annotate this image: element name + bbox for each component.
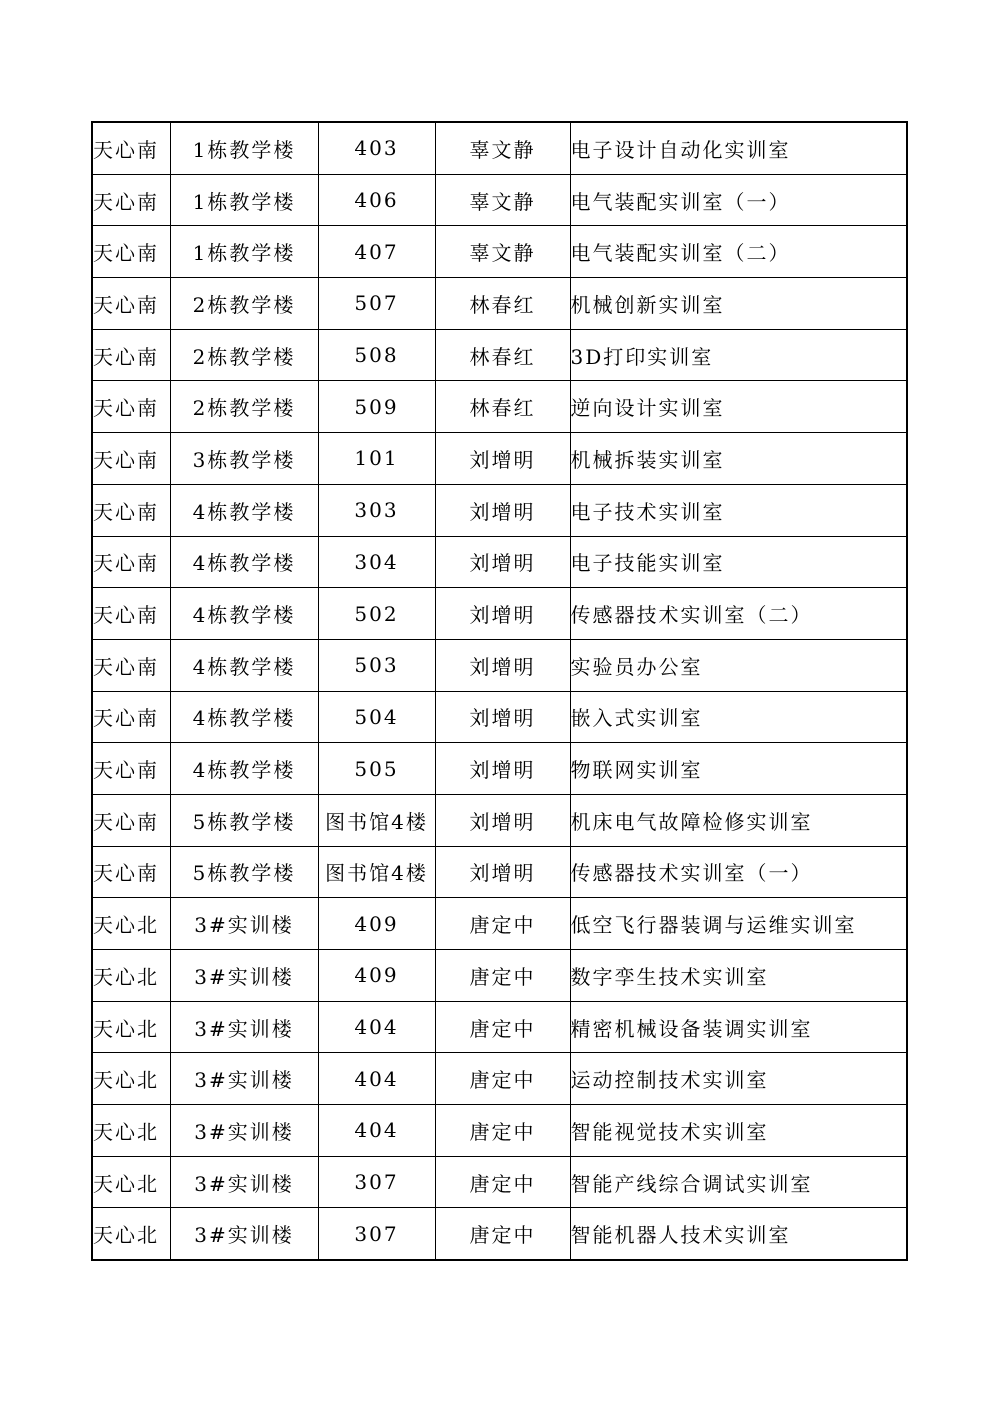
lab-name-cell: 物联网实训室 [570, 743, 907, 795]
person-cell: 刘增明 [435, 846, 570, 898]
campus-cell: 天心南 [92, 536, 170, 588]
person-cell: 刘增明 [435, 433, 570, 485]
table-row [92, 1105, 907, 1157]
campus-cell: 天心北 [92, 1156, 170, 1208]
table-row [92, 950, 907, 1002]
building-cell: 3#实训楼 [170, 1208, 318, 1260]
lab-name-cell: 运动控制技术实训室 [570, 1053, 907, 1105]
lab-name-cell: 嵌入式实训室 [570, 691, 907, 743]
lab-name-cell: 实验员办公室 [570, 639, 907, 691]
campus-cell: 天心北 [92, 898, 170, 950]
lab-name-cell: 电子技能实训室 [570, 536, 907, 588]
lab-name-cell: 电子技术实训室 [570, 484, 907, 536]
room-cell: 404 [318, 1105, 435, 1157]
building-cell: 1栋教学楼 [170, 174, 318, 226]
building-cell: 3#实训楼 [170, 1001, 318, 1053]
table-row [92, 278, 907, 330]
building-cell: 4栋教学楼 [170, 639, 318, 691]
table-row [92, 329, 907, 381]
lab-name-cell: 机床电气故障检修实训室 [570, 794, 907, 846]
table-row [92, 484, 907, 536]
campus-cell: 天心南 [92, 846, 170, 898]
campus-cell: 天心南 [92, 226, 170, 278]
room-cell: 505 [318, 743, 435, 795]
room-cell: 图书馆4楼 [318, 794, 435, 846]
table-row [92, 174, 907, 226]
room-cell: 图书馆4楼 [318, 846, 435, 898]
campus-cell: 天心南 [92, 433, 170, 485]
campus-cell: 天心南 [92, 122, 170, 174]
person-cell: 林春红 [435, 278, 570, 330]
building-cell: 3#实训楼 [170, 1156, 318, 1208]
building-cell: 2栋教学楼 [170, 381, 318, 433]
table-row [92, 1156, 907, 1208]
lab-name-cell: 逆向设计实训室 [570, 381, 907, 433]
lab-name-cell: 智能机器人技术实训室 [570, 1208, 907, 1260]
lab-name-cell: 电气装配实训室（二） [570, 226, 907, 278]
person-cell: 辜文静 [435, 122, 570, 174]
table-row [92, 226, 907, 278]
person-cell: 唐定中 [435, 898, 570, 950]
room-cell: 403 [318, 122, 435, 174]
lab-name-cell: 传感器技术实训室（一） [570, 846, 907, 898]
lab-name-cell: 智能视觉技术实训室 [570, 1105, 907, 1157]
room-cell: 502 [318, 588, 435, 640]
building-cell: 3#实训楼 [170, 1053, 318, 1105]
campus-cell: 天心南 [92, 639, 170, 691]
building-cell: 3#实训楼 [170, 950, 318, 1002]
person-cell: 刘增明 [435, 484, 570, 536]
building-cell: 5栋教学楼 [170, 846, 318, 898]
room-cell: 304 [318, 536, 435, 588]
person-cell: 辜文静 [435, 174, 570, 226]
lab-name-cell: 智能产线综合调试实训室 [570, 1156, 907, 1208]
room-cell: 507 [318, 278, 435, 330]
table-row [92, 433, 907, 485]
person-cell: 刘增明 [435, 691, 570, 743]
table-row [92, 381, 907, 433]
table-body [92, 122, 907, 1260]
person-cell: 刘增明 [435, 794, 570, 846]
table-row [92, 122, 907, 174]
lab-name-cell: 电子设计自动化实训室 [570, 122, 907, 174]
lab-name-cell: 传感器技术实训室（二） [570, 588, 907, 640]
building-cell: 2栋教学楼 [170, 278, 318, 330]
person-cell: 刘增明 [435, 639, 570, 691]
campus-cell: 天心北 [92, 1105, 170, 1157]
room-cell: 409 [318, 950, 435, 1002]
lab-room-table [91, 121, 908, 1261]
lab-name-cell: 机械拆装实训室 [570, 433, 907, 485]
campus-cell: 天心南 [92, 381, 170, 433]
building-cell: 4栋教学楼 [170, 691, 318, 743]
table-row [92, 794, 907, 846]
person-cell: 唐定中 [435, 1208, 570, 1260]
campus-cell: 天心北 [92, 950, 170, 1002]
building-cell: 1栋教学楼 [170, 226, 318, 278]
room-cell: 406 [318, 174, 435, 226]
building-cell: 4栋教学楼 [170, 484, 318, 536]
campus-cell: 天心南 [92, 484, 170, 536]
table-row [92, 1001, 907, 1053]
campus-cell: 天心南 [92, 174, 170, 226]
person-cell: 唐定中 [435, 1156, 570, 1208]
campus-cell: 天心北 [92, 1001, 170, 1053]
lab-name-cell: 精密机械设备装调实训室 [570, 1001, 907, 1053]
person-cell: 唐定中 [435, 1001, 570, 1053]
room-cell: 509 [318, 381, 435, 433]
table-row [92, 1208, 907, 1260]
person-cell: 林春红 [435, 381, 570, 433]
table-row [92, 743, 907, 795]
campus-cell: 天心南 [92, 588, 170, 640]
person-cell: 唐定中 [435, 1105, 570, 1157]
room-cell: 307 [318, 1156, 435, 1208]
lab-name-cell: 数字孪生技术实训室 [570, 950, 907, 1002]
building-cell: 5栋教学楼 [170, 794, 318, 846]
table-row [92, 846, 907, 898]
room-cell: 307 [318, 1208, 435, 1260]
table-row [92, 1053, 907, 1105]
building-cell: 3栋教学楼 [170, 433, 318, 485]
building-cell: 1栋教学楼 [170, 122, 318, 174]
building-cell: 3#实训楼 [170, 1105, 318, 1157]
campus-cell: 天心南 [92, 691, 170, 743]
room-cell: 407 [318, 226, 435, 278]
lab-name-cell: 机械创新实训室 [570, 278, 907, 330]
person-cell: 唐定中 [435, 950, 570, 1002]
room-cell: 101 [318, 433, 435, 485]
person-cell: 林春红 [435, 329, 570, 381]
room-cell: 508 [318, 329, 435, 381]
person-cell: 唐定中 [435, 1053, 570, 1105]
room-cell: 409 [318, 898, 435, 950]
building-cell: 4栋教学楼 [170, 588, 318, 640]
person-cell: 刘增明 [435, 743, 570, 795]
table-row [92, 691, 907, 743]
campus-cell: 天心北 [92, 1208, 170, 1260]
table-row [92, 536, 907, 588]
lab-name-cell: 低空飞行器装调与运维实训室 [570, 898, 907, 950]
room-cell: 404 [318, 1001, 435, 1053]
campus-cell: 天心南 [92, 278, 170, 330]
campus-cell: 天心北 [92, 1053, 170, 1105]
building-cell: 4栋教学楼 [170, 743, 318, 795]
lab-name-cell: 电气装配实训室（一） [570, 174, 907, 226]
person-cell: 辜文静 [435, 226, 570, 278]
person-cell: 刘增明 [435, 536, 570, 588]
table-row [92, 639, 907, 691]
campus-cell: 天心南 [92, 329, 170, 381]
table-row [92, 898, 907, 950]
campus-cell: 天心南 [92, 794, 170, 846]
building-cell: 4栋教学楼 [170, 536, 318, 588]
campus-cell: 天心南 [92, 743, 170, 795]
room-cell: 303 [318, 484, 435, 536]
table-row [92, 588, 907, 640]
building-cell: 2栋教学楼 [170, 329, 318, 381]
room-cell: 504 [318, 691, 435, 743]
person-cell: 刘增明 [435, 588, 570, 640]
room-cell: 503 [318, 639, 435, 691]
room-cell: 404 [318, 1053, 435, 1105]
lab-name-cell: 3D打印实训室 [570, 329, 907, 381]
building-cell: 3#实训楼 [170, 898, 318, 950]
